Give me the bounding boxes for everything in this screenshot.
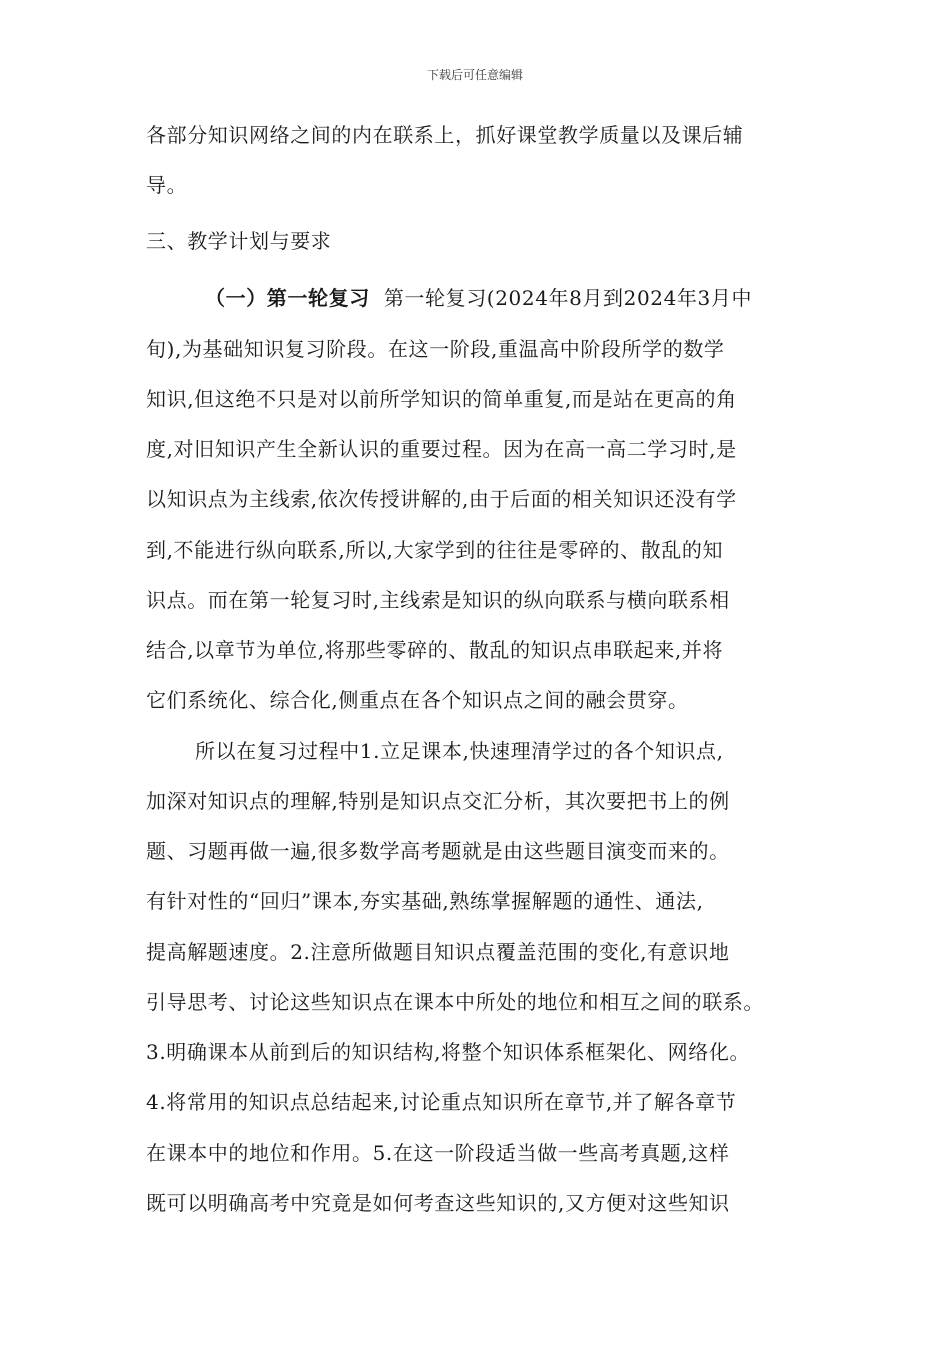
paragraph-line: 加深对知识点的理解,特别是知识点交汇分析，其次要把书上的例 xyxy=(146,789,730,813)
paragraph-line: 引导思考、讨论这些知识点在课本中所处的地位和相互之间的联系。 xyxy=(146,990,764,1014)
paragraph-line: 到,不能进行纵向联系,所以,大家学到的往往是零碎的、散乱的知 xyxy=(146,538,724,562)
paragraph-line: 既可以明确高考中究竟是如何考查这些知识的,又方便对这些知识 xyxy=(146,1191,730,1215)
paragraph-line: 各部分知识网络之间的内在联系上，抓好课堂教学质量以及课后辅 xyxy=(146,123,744,147)
paragraph-line: 提高解题速度。2.注意所做题目知识点覆盖范围的变化,有意识地 xyxy=(146,940,730,964)
paragraph-line: 旬),为基础知识复习阶段。在这一阶段,重温高中阶段所学的数学 xyxy=(146,337,725,361)
paragraph-line: 在课本中的地位和作用。5.在这一阶段适当做一些高考真题,这样 xyxy=(146,1141,730,1165)
subsection-heading: （一）第一轮复习 xyxy=(205,286,370,310)
paragraph-text: 第一轮复习(2024年8月到2024年3月中 xyxy=(383,286,753,310)
paragraph-line: 知识,但这绝不只是对以前所学知识的简单重复,而是站在更高的角 xyxy=(146,387,737,411)
paragraph-line: 导。 xyxy=(146,173,188,197)
page-header: 下载后可任意编辑 xyxy=(426,68,523,82)
paragraph-line: 识点。而在第一轮复习时,主线索是知识的纵向联系与横向联系相 xyxy=(146,588,730,612)
paragraph-line: 结合,以章节为单位,将那些零碎的、散乱的知识点串联起来,并将 xyxy=(146,638,724,662)
paragraph-line: 题、习题再做一遍,很多数学高考题就是由这些题目演变而来的。 xyxy=(146,839,730,863)
section-title: 三、教学计划与要求 xyxy=(146,229,332,253)
paragraph-line: 所以在复习过程中1.立足课本,快速理清学过的各个知识点, xyxy=(195,739,724,763)
paragraph-line xyxy=(205,284,752,312)
paragraph-line: 有针对性的“回归”课本,夯实基础,熟练掌握解题的通性、通法, xyxy=(146,889,704,913)
paragraph-line: 以知识点为主线索,依次传授讲解的,由于后面的相关知识还没有学 xyxy=(146,487,737,511)
paragraph-line: 4.将常用的知识点总结起来,讨论重点知识所在章节,并了解各章节 xyxy=(146,1090,737,1114)
paragraph-line: 度,对旧知识产生全新认识的重要过程。因为在高一高二学习时,是 xyxy=(146,437,737,461)
paragraph-line: 3.明确课本从前到后的知识结构,将整个知识体系框架化、网络化。 xyxy=(146,1040,751,1064)
paragraph-line: 它们系统化、综合化,侧重点在各个知识点之间的融会贯穿。 xyxy=(146,688,689,712)
